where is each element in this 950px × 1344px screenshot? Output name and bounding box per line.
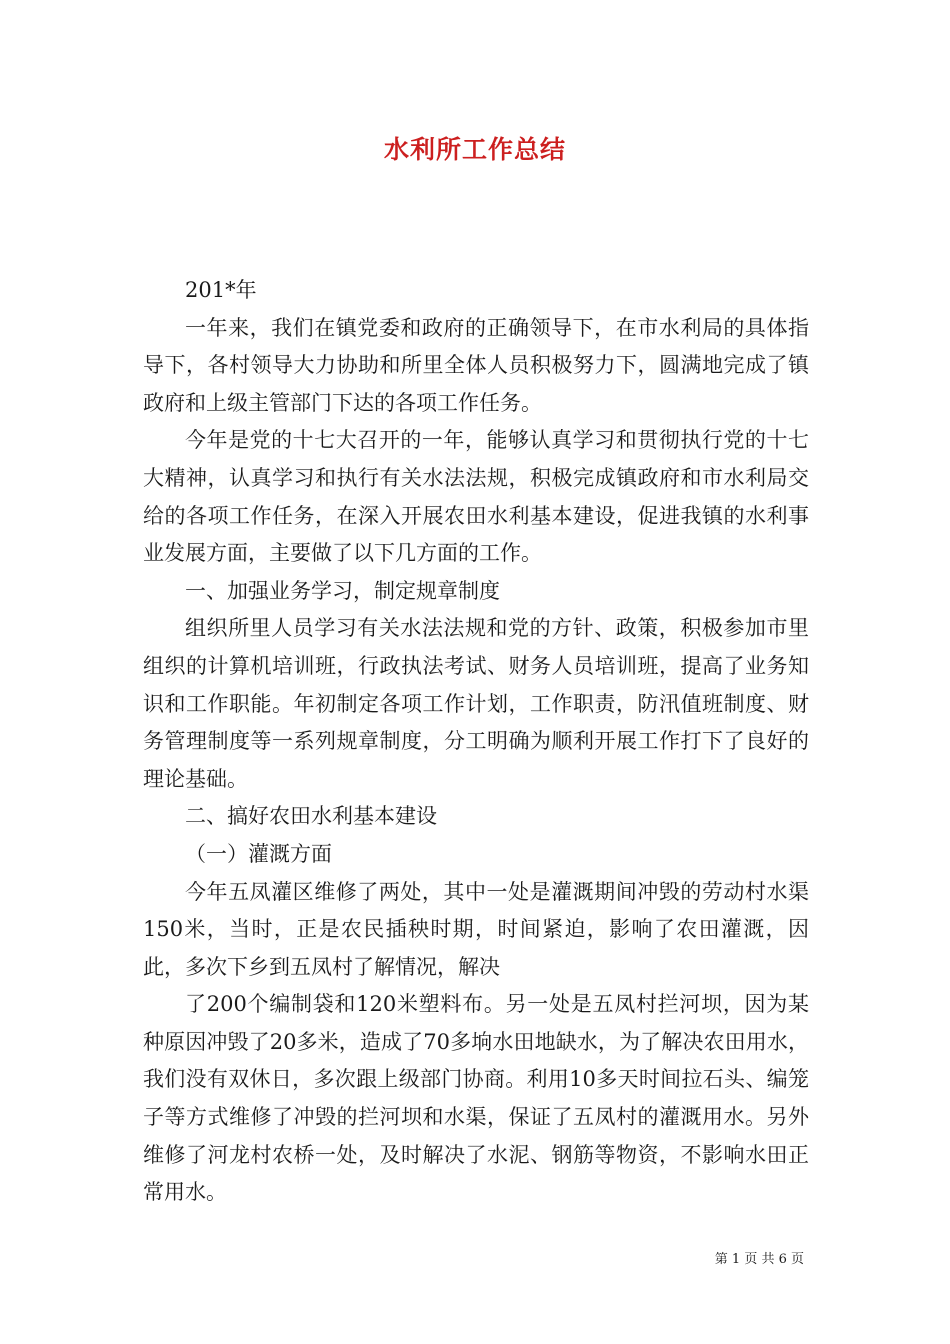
paragraph-irrigation-1: 今年五凤灌区维修了两处，其中一处是灌溉期间冲毁的劳动村水渠150米，当时，正是农民插秧时期，时间紧迫，影响了农田灌溉，因此，多次下乡到五凤村了解情况，解决 [143,879,809,979]
subsection-heading-irrigation: （一）灌溉方面 [185,841,332,866]
page-number-footer: 第 1 页 共 6 页 [714,1252,804,1267]
section-heading-1: 一、加强业务学习，制定规章制度 [185,578,500,603]
paragraph-irrigation-2: 了200个编制袋和120米塑料布。另一处是五凤村拦河坝，因为某种原因冲毁了20多米，造成了70多垧水田地缺水，为了解决农田用水，我们没有双休日，多次跟上级部门协商。利用10多天时间拉石头、编笼子等方式维修了冲毁的拦河坝和水渠，保证了五凤村的灌溉用水。另外维修了河龙村农桥一处，及时解决了水泥、钢筋等物资，不影响水田正常用水。 [143,992,809,1205]
document-title: 水利所工作总结 [383,135,566,164]
paragraph-intro: 一年来，我们在镇党委和政府的正确领导下，在市水利局的具体指导下，各村领导大力协助和所里全体人员积极努力下，圆满地完成了镇政府和上级主管部门下达的各项工作任务。 [143,315,809,415]
paragraph-year: 201*年 [185,278,257,302]
paragraph-overview: 今年是党的十七大召开的一年，能够认真学习和贯彻执行党的十七大精神，认真学习和执行有关水法法规，积极完成镇政府和市水利局交给的各项工作任务，在深入开展农田水利基本建设，促进我镇的水利事业发展方面，主要做了以下几方面的工作。 [143,428,809,566]
document-body [143,272,809,1212]
section-heading-2: 二、搞好农田水利基本建设 [185,804,437,829]
paragraph-study: 组织所里人员学习有关水法法规和党的方针、政策，积极参加市里组织的计算机培训班，行政执法考试、财务人员培训班，提高了业务知识和工作职能。年初制定各项工作计划，工作职责，防汛值班制度、财务管理制度等一系列规章制度，分工明确为顺利开展工作打下了良好的理论基础。 [143,616,809,791]
